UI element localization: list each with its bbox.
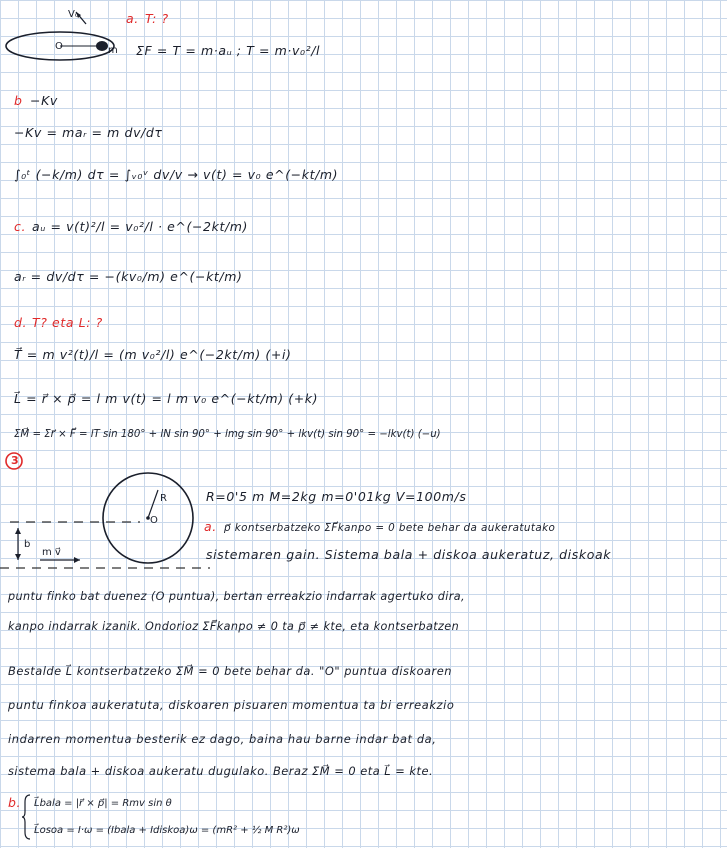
part-d-eq2: L⃗ = r⃗ × p⃗ = l m v(t) = l m v₀ e^(−kt/m) (+k) (14, 391, 319, 406)
disk-diagram (0, 472, 220, 582)
part-3a-line4: kanpo indarrak izanik. Ondorioz ΣF⃗kanpo ≠ 0 ta p⃗ ≠ kte, eta kontserbatzen (8, 620, 460, 633)
problem-3-data: R=0'5 m M=2kg m=0'01kg V=100m/s (206, 489, 467, 504)
part-b-eq1: −Kv = maᵣ = m dv/dτ (14, 125, 163, 140)
part-c-eq2: aᵣ = dv/dτ = −(kv₀/m) e^(−kt/m) (14, 269, 243, 284)
part-3a-line3: puntu finko bat duenez (O puntua), bertan erreakzio indarrak agertuko dira, (8, 590, 465, 603)
part-3a-line6: puntu finkoa aukeratuta, diskoaren pisuaren momentua ta bi erreakzio (8, 698, 455, 712)
part-d-question: T? eta L: ? (32, 315, 103, 330)
part-b-label: b (14, 93, 23, 108)
part-3b-brace (22, 794, 32, 840)
disk-center-label: O (150, 515, 158, 526)
part-3b-eq2: L⃗osoa = I·ω = (Ibala + Idiskoa)ω = (mR² + ½ M R²)ω (34, 825, 300, 836)
velocity-label: V₀ (68, 9, 79, 20)
part-d-eq1: T⃗ = m v²(t)/l = (m v₀²/l) e^(−2kt/m) (+i) (14, 347, 292, 362)
part-3b-label: b. (8, 795, 22, 810)
part-a-equation: ΣF = T = m·aᵤ ; T = m·v₀²/l (136, 43, 321, 58)
part-b-force: −Kv (30, 93, 58, 108)
impact-distance-label: b (24, 539, 31, 550)
part-3a-line8: sistema bala + diskoa aukeratu dugulako. Beraz ΣM⃗ = 0 eta L⃗ = kte. (8, 764, 434, 778)
part-c-eq1: aᵤ = v(t)²/l = v₀²/l · e^(−2kt/m) (32, 219, 249, 234)
part-3a-line2: sistemaren gain. Sistema bala + diskoa aukeratuz, diskoak (206, 547, 612, 562)
problem-3-number: 3 (11, 454, 19, 467)
mass-label: m (108, 45, 118, 56)
part-d-eq3: ΣM⃗ = Σr⃗ × F⃗ = lT sin 180° + lN sin 90° + lmg sin 90° + lkv(t) sin 90° = −lkv(t) (−u) (14, 429, 441, 440)
part-3a-line5: Bestalde L⃗ kontserbatzeko ΣM⃗ = 0 bete behar da. "O" puntua diskoaren (8, 664, 452, 678)
part-a-question: T: ? (145, 11, 169, 26)
part-b-eq2: ∫₀ᵗ (−k/m) dτ = ∫ᵥ₀ᵛ dv/v → v(t) = v₀ e^(−kt/m) (14, 167, 339, 182)
part-c-label: c. (14, 219, 27, 234)
center-label: O (55, 41, 63, 52)
part-3a-line7: indarren momentua besterik ez dago, baina hau barne indar bat da, (8, 732, 437, 746)
part-d-label: d. (14, 315, 28, 330)
radius-label: R (160, 493, 167, 504)
part-3a-label: a. (204, 519, 217, 534)
part-a-label: a. (126, 11, 139, 26)
part-3a-line1: p⃗ kontserbatzeko ΣF⃗kanpo = 0 bete behar da aukeratutako (224, 522, 556, 534)
bullet-label: m v⃗ (42, 547, 61, 558)
part-3b-eq1: L⃗bala = |r⃗ × p⃗| = Rmv sin θ (34, 798, 172, 809)
